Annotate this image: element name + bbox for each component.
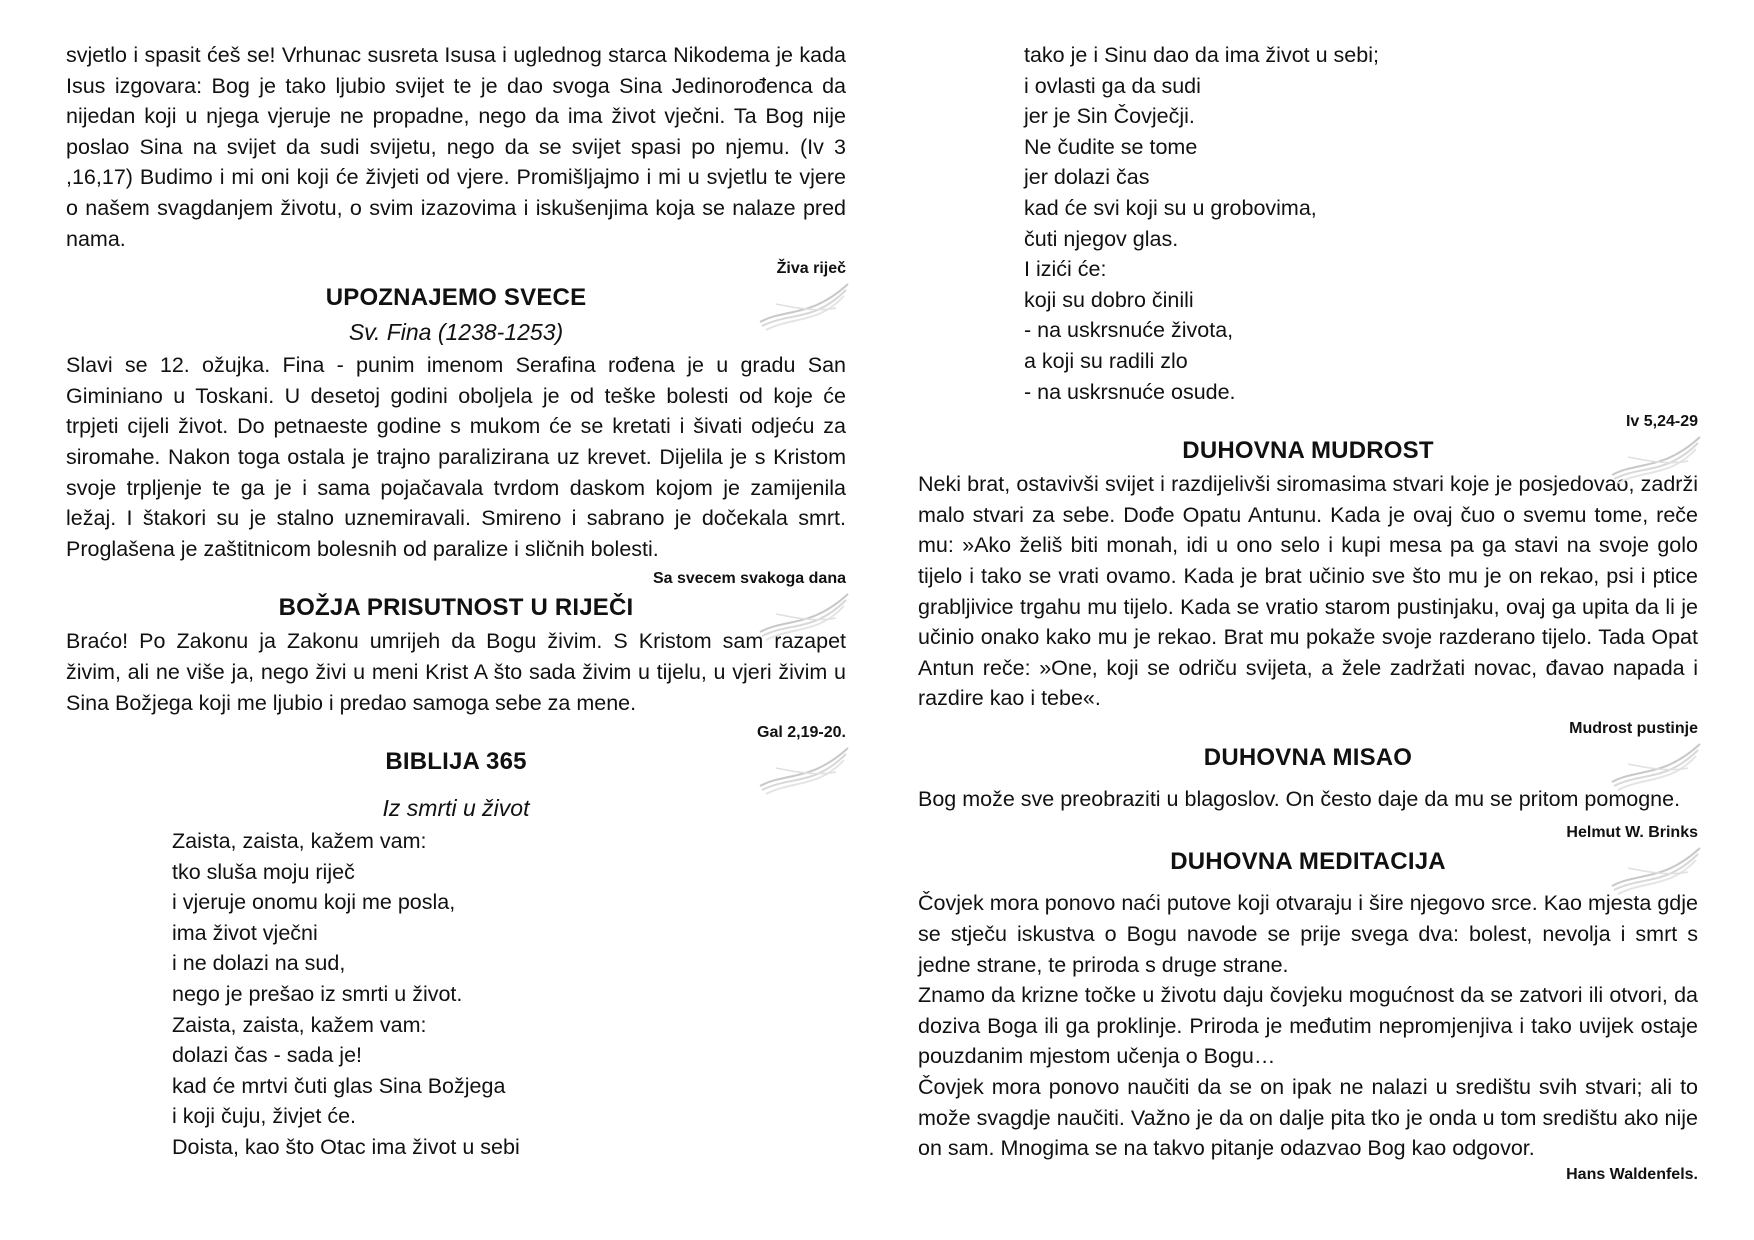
saints-subtitle: Sv. Fina (1238-1253) bbox=[348, 319, 564, 346]
poem-line: i ne dolazi na sud, bbox=[172, 951, 346, 976]
poem-line: jer je Sin Čovječji. bbox=[1024, 104, 1195, 129]
poem-line: i vjeruje onomu koji me posla, bbox=[172, 890, 456, 915]
thought-source: Helmut W. Brinks bbox=[1566, 824, 1698, 842]
feather-swirl-icon bbox=[756, 588, 852, 644]
presence-paragraph: Braćo! Po Zakonu ja Zakonu umrijeh da Bogu živim. S Kristom sam razapet živim, ali ne više ja, nego živi u meni Krist A što sada živim u tijelu, u vjeri živim u Sina Božjega koji me ljubio i predao samoga sebe za mene. bbox=[66, 629, 846, 715]
poem-line: tko sluša moju riječ bbox=[172, 859, 355, 884]
poem-line: Zaista, zaista, kažem vam: bbox=[172, 1012, 427, 1037]
meditation-heading-text: DUHOVNA MEDITACIJA bbox=[1170, 848, 1446, 876]
poem-line: tako je i Sinu dao da ima život u sebi; bbox=[1024, 43, 1379, 67]
bible-heading bbox=[66, 746, 846, 778]
wisdom-heading-text: DUHOVNA MUDROST bbox=[1182, 437, 1434, 465]
poem-line: kad će svi koji su u grobovima, bbox=[1024, 195, 1317, 220]
feather-swirl-icon bbox=[756, 278, 852, 334]
wisdom-source: Mudrost pustinje bbox=[1569, 719, 1698, 737]
intro-paragraph: svjetlo i spasit ćeš se! Vrhunac susreta Isusa i uglednog starca Nikodema je kada Isus izgovara: Bog je tako ljubio svijet te je dao svoga Sina Jedinorođenca da nijedan koji u njega vjeruje ne propadne, nego da ima život vječni. Ta Bog nije poslao Sina na svijet da sudi svijetu, nego da se svijet spasi po njemu. (Iv 3 ,16,17) Budimo i mi oni koji će živjeti od vjere. Promišljajmo i mi u svjetlu te vjere o našem svagdanjem životu, o svim izazovima i iskušenjima koja se nalaze pred nama. bbox=[66, 43, 846, 251]
feather-swirl-icon bbox=[756, 742, 852, 798]
right-page bbox=[918, 40, 1698, 1186]
wisdom-heading bbox=[918, 435, 1698, 467]
intro-source: Živa riječ bbox=[776, 260, 846, 278]
meditation-paragraph: Čovjek mora ponovo naučiti da se on ipak ne nalazi u središtu svih stvari; ali to može svagdje naučiti. Važno je da on dalje pita tko je onda u tom središtu ako nije on sam. Mnogima se na takvo pitanje odazvao Bog kao odgovor. bbox=[918, 1075, 1698, 1161]
poem-source: Iv 5,24-29 bbox=[1625, 413, 1698, 431]
poem-line: koji su dobro činili bbox=[1024, 287, 1194, 312]
poem-line: čuti njegov glas. bbox=[1024, 226, 1179, 251]
meditation-paragraph: Znamo da krizne točke u životu daju čovjeku mogućnost da se zatvori ili otvori, da doziva Boga ili ga proklinje. Priroda je međutim nepromjenjiva i tako uvijek ostaje pouzdanim mjestom učenja o Bogu… bbox=[918, 983, 1698, 1069]
meditation-heading bbox=[918, 846, 1698, 878]
thought-heading bbox=[918, 742, 1698, 774]
poem-line: Doista, kao što Otac ima život u sebi bbox=[172, 1135, 520, 1160]
presence-source: Gal 2,19-20. bbox=[757, 724, 846, 742]
bible-poem-left bbox=[66, 826, 846, 1163]
feather-swirl-icon bbox=[1608, 431, 1704, 487]
bible-subtitle: Iz smrti u život bbox=[382, 795, 530, 822]
poem-line: i koji čuju, živjet će. bbox=[172, 1104, 357, 1129]
presence-heading bbox=[66, 592, 846, 624]
saints-heading-text: UPOZNAJEMO SVECE bbox=[325, 284, 587, 312]
bible-poem-right bbox=[918, 40, 1698, 407]
poem-line: i ovlasti ga da sudi bbox=[1024, 73, 1201, 98]
poem-line: - na uskrsnuće osude. bbox=[1024, 379, 1236, 404]
left-page bbox=[66, 40, 846, 1163]
poem-line: dolazi čas - sada je! bbox=[172, 1043, 363, 1068]
poem-line: a koji su radili zlo bbox=[1024, 348, 1188, 373]
saints-source: Sa svecem svakoga dana bbox=[652, 570, 846, 588]
poem-line: nego je prešao iz smrti u život. bbox=[172, 982, 463, 1007]
feather-swirl-icon bbox=[1608, 842, 1704, 898]
presence-heading-text: BOŽJA PRISUTNOST U RIJEČI bbox=[278, 594, 634, 622]
poem-line: kad će mrtvi čuti glas Sina Božjega bbox=[172, 1073, 506, 1098]
poem-line: Zaista, zaista, kažem vam: bbox=[172, 829, 427, 854]
thought-paragraph: Bog može sve preobraziti u blagoslov. On često daje da mu se pritom pomogne. bbox=[918, 786, 1681, 811]
feather-swirl-icon bbox=[1608, 738, 1704, 794]
poem-line: jer dolazi čas bbox=[1024, 165, 1150, 190]
bible-heading-text: BIBLIJA 365 bbox=[385, 748, 527, 776]
poem-line: - na uskrsnuće života, bbox=[1024, 318, 1234, 343]
saints-heading bbox=[66, 282, 846, 314]
wisdom-paragraph: Neki brat, ostavivši svijet i razdijelivši siromasima stvari koje je posjedovao, zadrži malo stvari za sebe. Dođe Opatu Antunu. Kada je ovaj čuo o svemu tome, reče mu: »Ako želiš biti monah, idi u ono selo i kupi mesa pa ga stavi na svoje golo tijelo i tako se vrati ovamo. Kada je brat učinio sve što mu je on rekao, psi i ptice grabljivice trgahu mu tijelo. Kada se vratio starom pustinjaku, ovaj ga upita da li je učinio onako kako mu je rekao. Brat mu pokaže svoje razderano tijelo. Tada Opat Antun reče: »One, koji se odriču svijeta, a žele zadržati novac, đavao napada i razdire kao i tebe«. bbox=[918, 472, 1698, 711]
meditation-source: Hans Waldenfels. bbox=[1566, 1165, 1698, 1183]
saints-paragraph: Slavi se 12. ožujka. Fina - punim imenom Serafina rođena je u gradu San Giminiano u Toskani. U desetoj godini oboljela je od teške bolesti od koje će trpjeti cijeli život. Do petnaeste godine s mukom će se kretati i šivati odjeću za siromahe. Nakon toga ostala je trajno paralizirana uz krevet. Dijelila je s Kristom svoje trpljenje te ga je i sama pojačavala tvrdom daskom kojom je zamijenila ležaj. I štakori su je stalno uznemiravali. Smireno i sabrano je dočekala smrt. Proglašena je zaštitnicom bolesnih od paralize i sličnih bolesti. bbox=[66, 353, 846, 561]
meditation-paragraph: Čovjek mora ponovo naći putove koji otvaraju i šire njegovo srce. Kao mjesta gdje se stječu iskustva o Bogu navode se prije svega dva: bolest, nevolja i smrt s jedne strane, te priroda s druge strane. bbox=[918, 891, 1698, 977]
poem-line: Ne čudite se tome bbox=[1024, 134, 1198, 159]
poem-line: ima život vječni bbox=[172, 920, 318, 945]
thought-heading-text: DUHOVNA MISAO bbox=[1203, 743, 1413, 771]
poem-line: I izići će: bbox=[1024, 257, 1107, 282]
